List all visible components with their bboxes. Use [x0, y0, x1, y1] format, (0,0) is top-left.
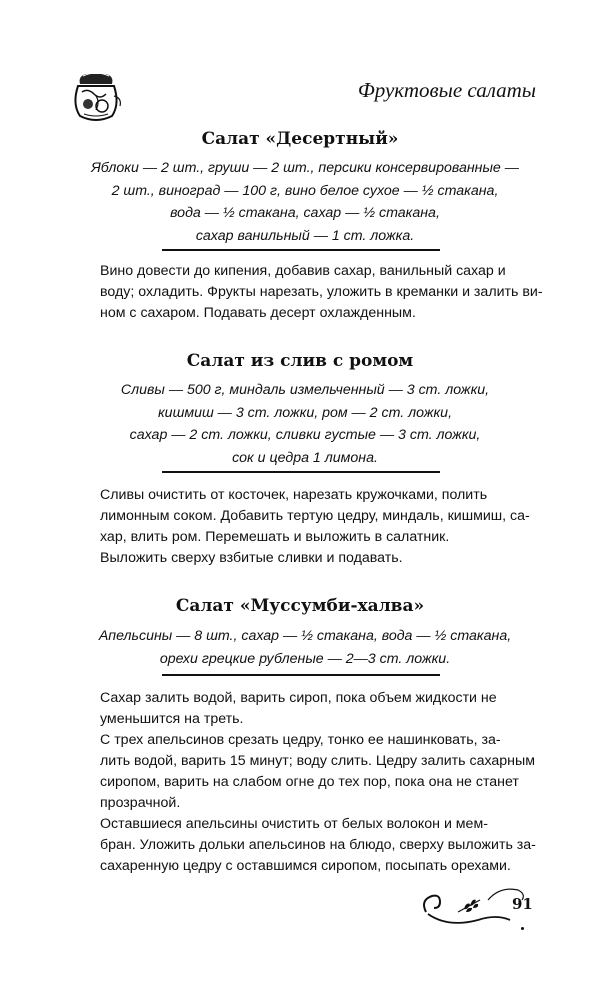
text-line: прозрачной.	[100, 795, 181, 811]
ingredients-line: сахар ванильный — 1 ст. ложка.	[195, 227, 415, 244]
text-line: бран. Уложить дольки апельсинов на блюдо, сверху выложить за-	[100, 837, 536, 853]
jar-ornament-icon	[66, 66, 126, 126]
text-line: лить водой, варить 15 минут; воду слить. Цедру залить сахарным	[100, 753, 535, 769]
text-line: сиропом, варить на слабом огне до тех пор, пока она не станет	[100, 774, 519, 790]
divider	[162, 674, 440, 676]
method-text	[82, 485, 532, 569]
text-line: Сливы очистить от косточек, нарезать кружочками, полить	[100, 487, 488, 503]
recipe-title: Салат «Десертный»	[201, 129, 399, 149]
text-line: Оставшиеся апельсины очистить от белых волокон и мем-	[100, 816, 488, 832]
ingredients-line: сахар — 2 ст. ложки, сливки густые — 3 ст. ложки,	[129, 427, 481, 443]
ingredients-line: вода — ½ стакана, сахар — ½ стакана,	[170, 205, 440, 221]
recipe-title: Салат из слив с ромом	[186, 351, 414, 371]
divider	[162, 249, 440, 251]
method-paragraph	[82, 261, 543, 324]
ingredients-line: Сливы — 500 г, миндаль измельченный — 3 ст. ложки,	[120, 382, 490, 398]
text-line: С трех апельсинов срезать цедру, тонко ее нашинковать, за-	[100, 732, 501, 748]
ingredients-line: кишмиш — 3 ст. ложки, ром — 2 ст. ложки,	[157, 404, 453, 421]
method-paragraph	[82, 485, 532, 548]
text-line: лимонным соком. Добавить тертую цедру, миндаль, кишмиш, са-	[100, 508, 530, 524]
section-title: Фруктовые салаты	[357, 78, 536, 102]
ingredients-line: сок и цедра 1 лимона.	[232, 449, 378, 466]
text-line: Выложить сверху взбитые сливки и подавать.	[100, 550, 403, 566]
page-header	[66, 66, 536, 128]
ingredients-line: 2 шт., виноград — 100 г, вино белое сухое — ½ стакана,	[111, 182, 499, 199]
ingredients-line: орехи грецкие рубленые — 2—3 ст. ложки.	[159, 650, 451, 667]
ingredients-line: Апельсины — 8 шт., сахар — ½ стакана, вода — ½ стакана,	[98, 628, 512, 644]
text-line: Сахар залить водой, варить сироп, пока объем жидкости не	[100, 690, 497, 706]
ingredients-list	[70, 157, 540, 247]
method-text	[82, 688, 536, 877]
recipe-title: Салат «Муссумби-халва»	[175, 596, 425, 616]
method-paragraph	[82, 814, 536, 877]
text-line: хар, влить ром. Перемешать и выложить в салатник.	[100, 529, 450, 545]
method-paragraph	[82, 688, 532, 730]
ingredients-line: Яблоки — 2 шт., груши — 2 шт., персики консервированные —	[91, 160, 519, 176]
method-paragraph	[82, 548, 532, 569]
ingredients-list	[70, 625, 540, 670]
divider	[162, 471, 440, 473]
text-line: Вино довести до кипения, добавив сахар, ванильный сахар и	[100, 263, 506, 279]
text-line: воду; охладить. Фрукты нарезать, уложить в креманки и залить ви-	[100, 284, 543, 300]
text-line: уменьшится на треть.	[100, 711, 244, 727]
method-paragraph	[82, 730, 535, 814]
text-line: ном с сахаром. Подавать десерт охлажденным.	[100, 305, 416, 321]
page-number: 91	[512, 895, 533, 913]
footer-dot	[521, 927, 524, 930]
text-line: сахаренную цедру с оставшимся сиропом, посыпать орехами.	[100, 858, 511, 874]
method-text	[82, 261, 543, 324]
ingredients-list	[70, 379, 540, 469]
